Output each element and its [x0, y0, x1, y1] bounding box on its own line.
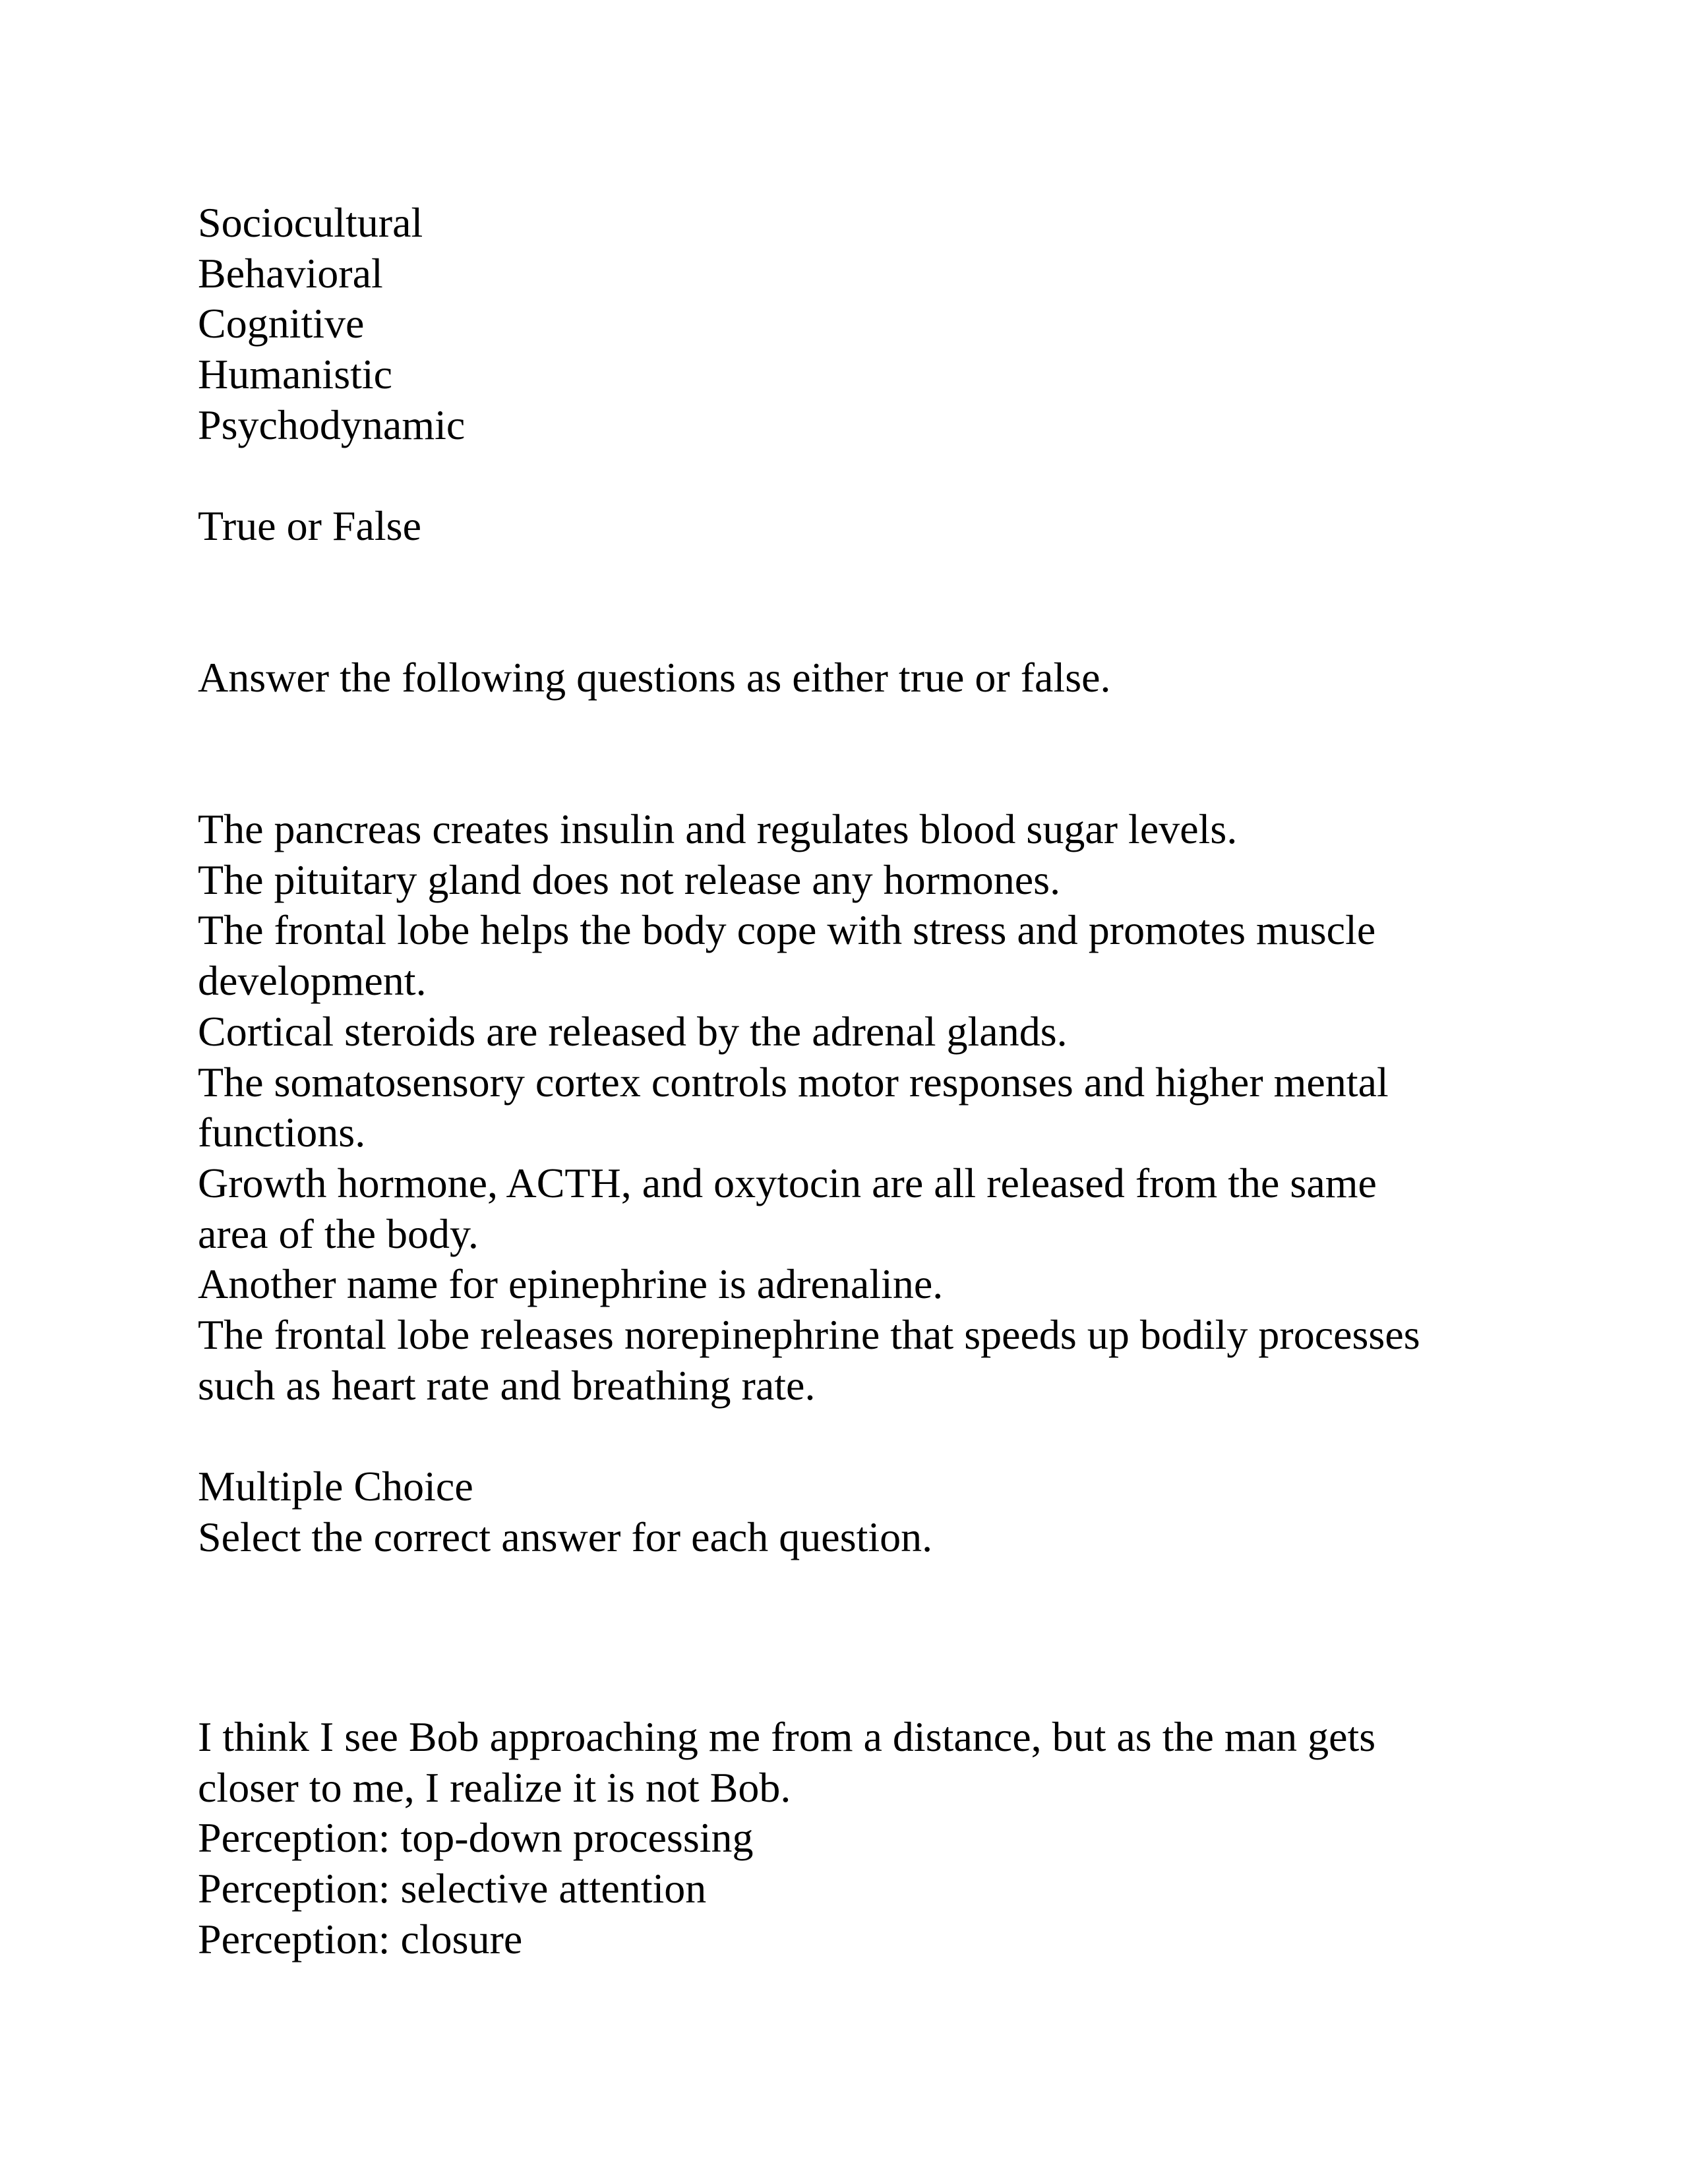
question-line: closer to me, I realize it is not Bob. — [198, 1763, 791, 1811]
approach-item: Psychodynamic — [198, 401, 466, 448]
statement-line: The somatosensory cortex controls motor responses and higher mental — [198, 1058, 1389, 1106]
instruction-text: Answer the following questions as either true or false. — [198, 654, 1111, 701]
multiple-choice-header — [198, 1461, 1517, 1562]
statement-line: development. — [198, 957, 427, 1005]
statement-line: The frontal lobe releases norepinephrine that speeds up bodily processes — [198, 1311, 1420, 1359]
answer-option: Perception: top-down processing — [198, 1814, 754, 1862]
section-heading: Multiple Choice — [198, 1463, 473, 1510]
instruction-text: Select the correct answer for each question. — [198, 1513, 933, 1560]
approach-item: Sociocultural — [198, 199, 423, 246]
true-false-heading — [198, 501, 1517, 552]
true-false-instruction — [198, 653, 1517, 703]
section-heading: True or False — [198, 502, 421, 549]
approach-item: Behavioral — [198, 249, 383, 297]
question-line: I think I see Bob approaching me from a distance, but as the man gets — [198, 1713, 1376, 1760]
approach-list — [198, 198, 1517, 451]
statement-line: such as heart rate and breathing rate. — [198, 1361, 816, 1409]
approach-item: Cognitive — [198, 300, 365, 347]
statement-line: The pituitary gland does not release any hormones. — [198, 856, 1061, 903]
approach-item: Humanistic — [198, 351, 393, 398]
statement-line: The pancreas creates insulin and regulates blood sugar levels. — [198, 806, 1238, 852]
answer-option: Perception: closure — [198, 1915, 523, 1963]
statement-line: Cortical steroids are released by the adrenal glands. — [198, 1007, 1068, 1055]
statement-line: Growth hormone, ACTH, and oxytocin are all released from the same — [198, 1159, 1377, 1206]
statement-line: area of the body. — [198, 1210, 479, 1257]
multiple-choice-question — [198, 1712, 1517, 1965]
answer-option: Perception: selective attention — [198, 1865, 707, 1912]
statement-line: functions. — [198, 1109, 366, 1156]
statement-line: Another name for epinephrine is adrenaline. — [198, 1260, 944, 1308]
statement-line: The frontal lobe helps the body cope with stress and promotes muscle — [198, 906, 1376, 954]
true-false-statements — [198, 804, 1517, 1411]
